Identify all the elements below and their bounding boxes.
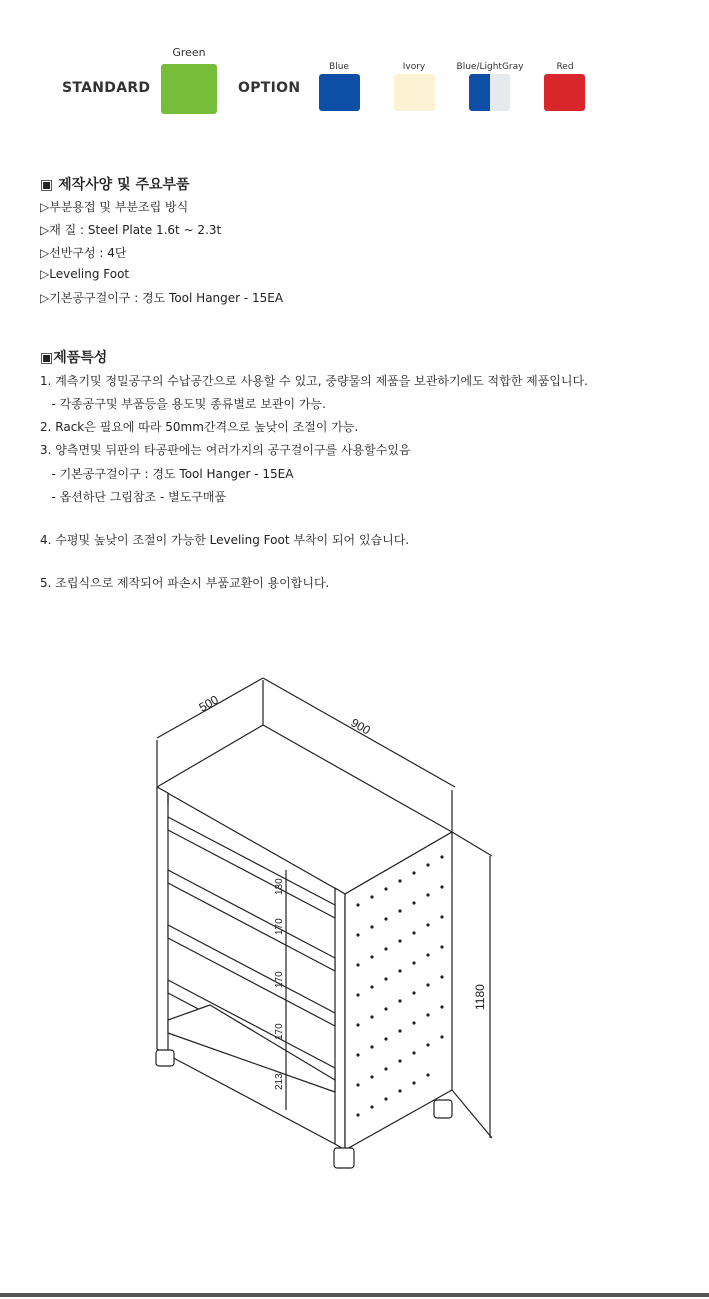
dim-shelf-gap: 170 <box>274 918 285 935</box>
spec-item: ▷Leveling Foot <box>40 267 130 281</box>
dim-depth: 500 <box>196 692 221 715</box>
bottom-divider <box>0 1293 709 1297</box>
swatch-ivory-name: Ivory <box>402 62 426 72</box>
spec-item: ▷선반구성 : 4단 <box>40 246 127 260</box>
swatch-green <box>161 64 217 114</box>
spec-title: ▣ 제작사양 및 주요부품 <box>40 177 190 193</box>
swatch-bluegray-name: Blue/LightGray <box>456 62 524 72</box>
swatch-red-name: Red <box>556 62 574 72</box>
dim-shelf-gap: 130 <box>274 878 285 895</box>
dim-height: 1180 <box>473 984 487 1010</box>
feature-item: - 각종공구및 부품등을 용도및 종류별로 보관이 가능. <box>40 397 326 411</box>
features-title: ▣제품특성 <box>40 350 108 366</box>
dim-width: 900 <box>348 715 373 738</box>
dim-shelf-gap: 170 <box>274 1023 285 1040</box>
dim-shelf-gap: 170 <box>274 971 285 988</box>
swatch-red <box>544 74 585 111</box>
feature-item: - 기본공구걸이구 : 경도 Tool Hanger - 15EA <box>40 467 294 481</box>
feature-item: 5. 조립식으로 제작되어 파손시 부품교환이 용이합니다. <box>40 576 330 590</box>
spec-item: ▷부분용접 및 부분조립 방식 <box>40 200 189 214</box>
swatch-bluegray <box>469 74 510 111</box>
swatch-blue-name: Blue <box>329 62 349 72</box>
swatch-ivory <box>394 74 435 111</box>
standard-label: STANDARD <box>62 80 151 96</box>
swatch-green-name: Green <box>172 46 206 59</box>
option-label: OPTION <box>238 80 301 96</box>
feature-item: 4. 수평및 높낮이 조절이 가능한 Leveling Foot 부착이 되어 있습니다. <box>40 533 410 547</box>
swatch-blue <box>319 74 360 111</box>
feature-item: - 옵션하단 그림참조 - 별도구매품 <box>40 490 227 504</box>
cabinet-drawing <box>0 630 709 1190</box>
spec-item: ▷재 질 : Steel Plate 1.6t ~ 2.3t <box>40 223 222 237</box>
feature-item: 3. 양측면및 뒤판의 타공판에는 여러가지의 공구걸이구를 사용할수있음 <box>40 443 411 457</box>
feature-item: 1. 계측기및 정밀공구의 수납공간으로 사용할 수 있고, 중량물의 제품을 보관하기에도 적합한 제품입니다. <box>40 374 588 388</box>
dim-shelf-gap: 213 <box>274 1073 285 1090</box>
feature-item: 2. Rack은 필요에 따라 50mm간격으로 높낮이 조절이 가능. <box>40 420 359 434</box>
spec-item: ▷기본공구걸이구 : 경도 Tool Hanger - 15EA <box>40 291 284 305</box>
